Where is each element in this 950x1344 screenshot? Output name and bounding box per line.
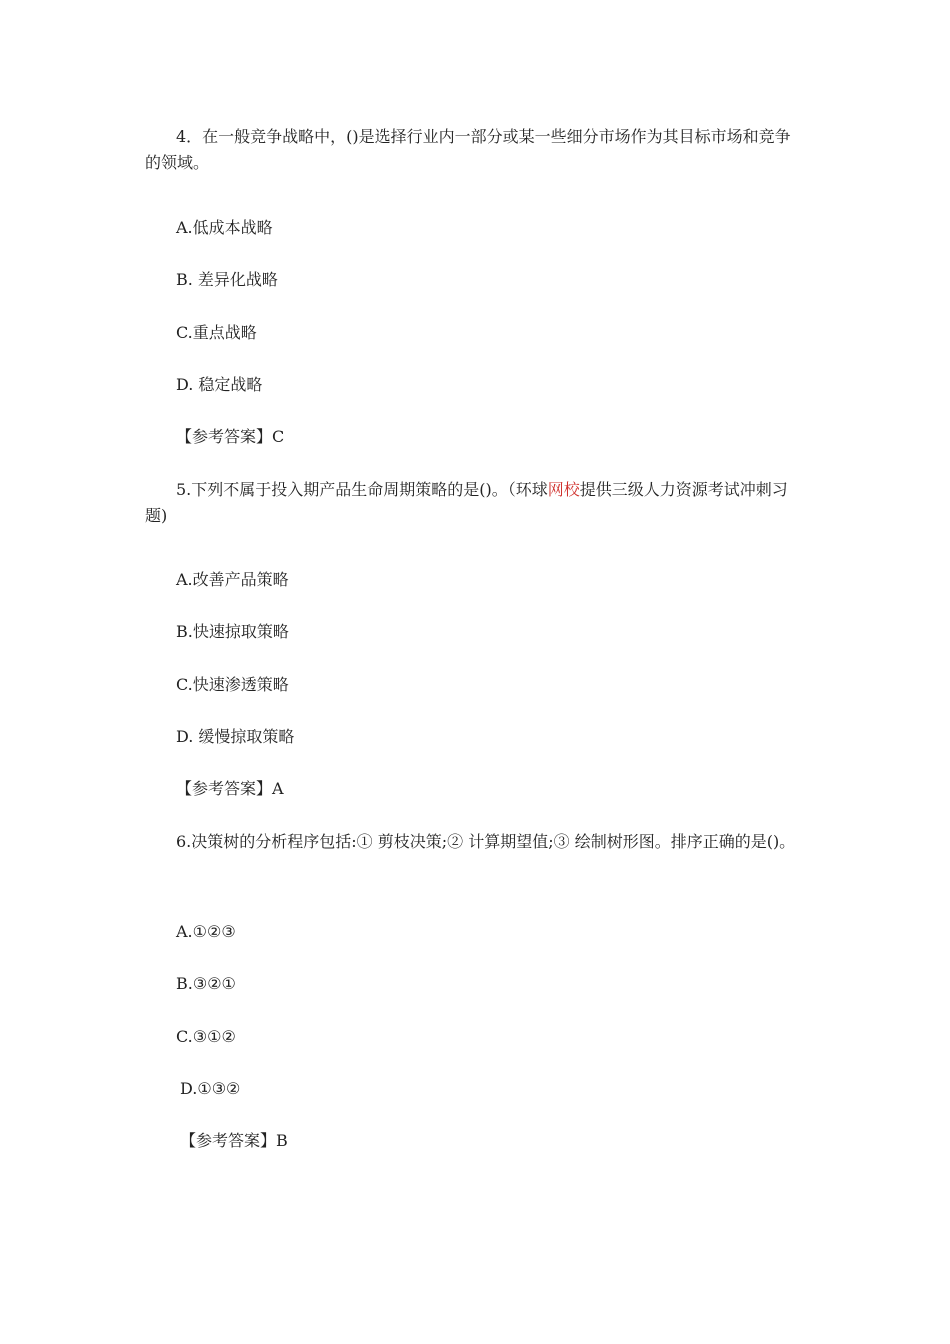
question-4-option-c: C.重点战略 bbox=[176, 323, 257, 342]
question-4-stem: 4．在一般竞争战略中，()是选择行业内一部分或某一些细分市场作为其目标市场和竞争的领域。 bbox=[145, 127, 791, 172]
question-5-option-d: D. 缓慢掠取策略 bbox=[176, 727, 295, 746]
question-6-stem: 6.决策树的分析程序包括:① 剪枝决策;② 计算期望值;③ 绘制树形图。排序正确的是()。 bbox=[176, 832, 796, 851]
question-6-option-c: C.③①② bbox=[176, 1027, 236, 1046]
question-6-option-b: B.③②① bbox=[176, 974, 236, 993]
question-6-answer: 【参考答案】B bbox=[180, 1131, 288, 1150]
question-5-option-b: B.快速掠取策略 bbox=[176, 622, 289, 641]
question-4-option-b: B. 差异化战略 bbox=[176, 270, 278, 289]
question-5-stem bbox=[145, 477, 805, 529]
question-4-answer: 【参考答案】C bbox=[176, 427, 285, 446]
question-5-option-a: A.改善产品策略 bbox=[176, 570, 289, 589]
question-5-option-c: C.快速渗透策略 bbox=[176, 675, 289, 694]
question-4-option-a: A.低成本战略 bbox=[176, 218, 273, 237]
question-5-stem-text-before: 5.下列不属于投入期产品生命周期策略的是()。（环球 bbox=[176, 480, 548, 499]
question-5-stem-text-after: 提供三级人力资源考试冲刺习题) bbox=[145, 480, 788, 525]
question-6-option-d: D.①③② bbox=[180, 1079, 241, 1098]
question-4-option-d: D. 稳定战略 bbox=[176, 375, 263, 394]
question-5-answer: 【参考答案】A bbox=[176, 779, 284, 798]
question-6-option-a: A.①②③ bbox=[176, 922, 236, 941]
wangxiao-link[interactable]: 网校 bbox=[547, 480, 580, 499]
